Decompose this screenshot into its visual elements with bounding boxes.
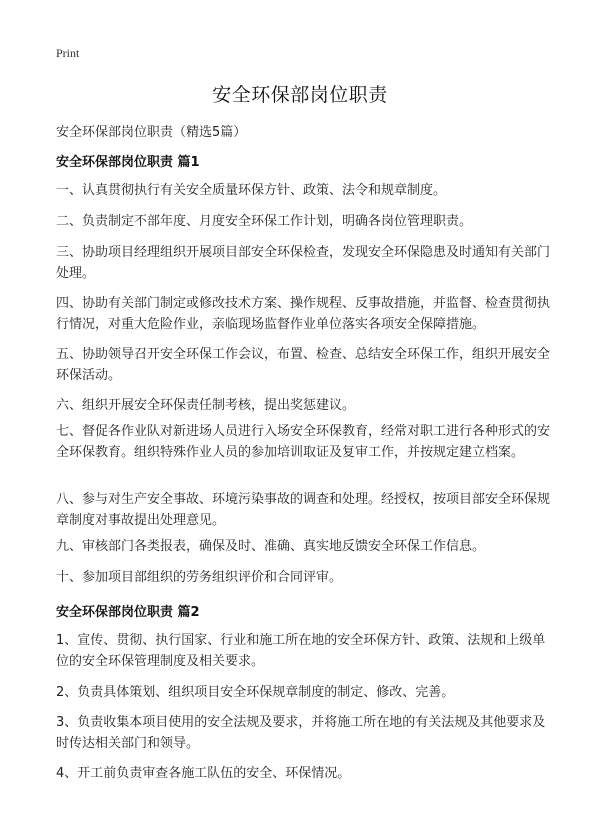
section-1-paragraph-6: 六、组织开展安全环保责任制考核，提出奖惩建议。 <box>56 398 356 413</box>
document-title: 安全环保部岗位职责 <box>212 84 388 106</box>
section-1-paragraph-4: 四、协助有关部门制定或修改技术方案、操作规程、反事故措施，并监督、检查贯彻执行情况，对重大危险作业，亲临现场监督作业单位落实各项安全保障措施。 <box>56 296 551 332</box>
section-1-paragraph-5: 五、协助领导召开安全环保工作会议，布置、检查、总结安全环保工作，组织开展安全环保活动。 <box>56 347 551 383</box>
section-1-paragraph-3: 三、协助项目经理组织开展项目部安全环保检查，发现安全环保隐患及时通知有关部门处理。 <box>56 245 551 281</box>
section-1-paragraph-2: 二、负责制定不部年度、月度安全环保工作计划，明确各岗位管理职责。 <box>56 214 473 229</box>
section-1-paragraph-7: 七、督促各作业队对新进场人员进行入场安全环保教育，经常对职工进行各种形式的安全环保教育。组织特殊作业人员的参加培训取证及复审工作，并按规定建立档案。 <box>56 424 551 460</box>
section-1-paragraph-8: 八、参与对生产安全事故、环境污染事故的调查和处理。经授权，按项目部安全环保规章制度对事故提出处理意见。 <box>56 492 551 528</box>
section-2-paragraph-1: 1、宣传、贯彻、执行国家、行业和施工所在地的安全环保方针、政策、法规和上级单位的安全环保管理制度及相关要求。 <box>56 633 546 669</box>
section-1-paragraph-9: 九、审核部门各类报表，确保及时、准确、真实地反馈安全环保工作信息。 <box>56 539 486 554</box>
print-label: Print <box>56 46 80 60</box>
section-1-paragraph-10: 十、参加项目部组织的劳务组织评价和合同评审。 <box>56 570 343 585</box>
section-heading-1: 安全环保部岗位职责 篇1 <box>56 155 200 170</box>
section-1-paragraph-1: 一、认真贯彻执行有关安全质量环保方针、政策、法令和规章制度。 <box>56 183 447 198</box>
section-2-paragraph-2: 2、负责具体策划、组织项目安全环保规章制度的制定、修改、完善。 <box>56 685 455 700</box>
section-2-paragraph-4: 4、开工前负责审查各施工队伍的安全、环保情况。 <box>56 766 351 781</box>
section-2-paragraph-3: 3、负责收集本项目使用的安全法规及要求，并将施工所在地的有关法规及其他要求及时传达相关部门和领导。 <box>56 715 546 751</box>
document-subtitle: 安全环保部岗位职责（精选5篇） <box>56 125 247 140</box>
section-heading-2: 安全环保部岗位职责 篇2 <box>56 605 200 620</box>
